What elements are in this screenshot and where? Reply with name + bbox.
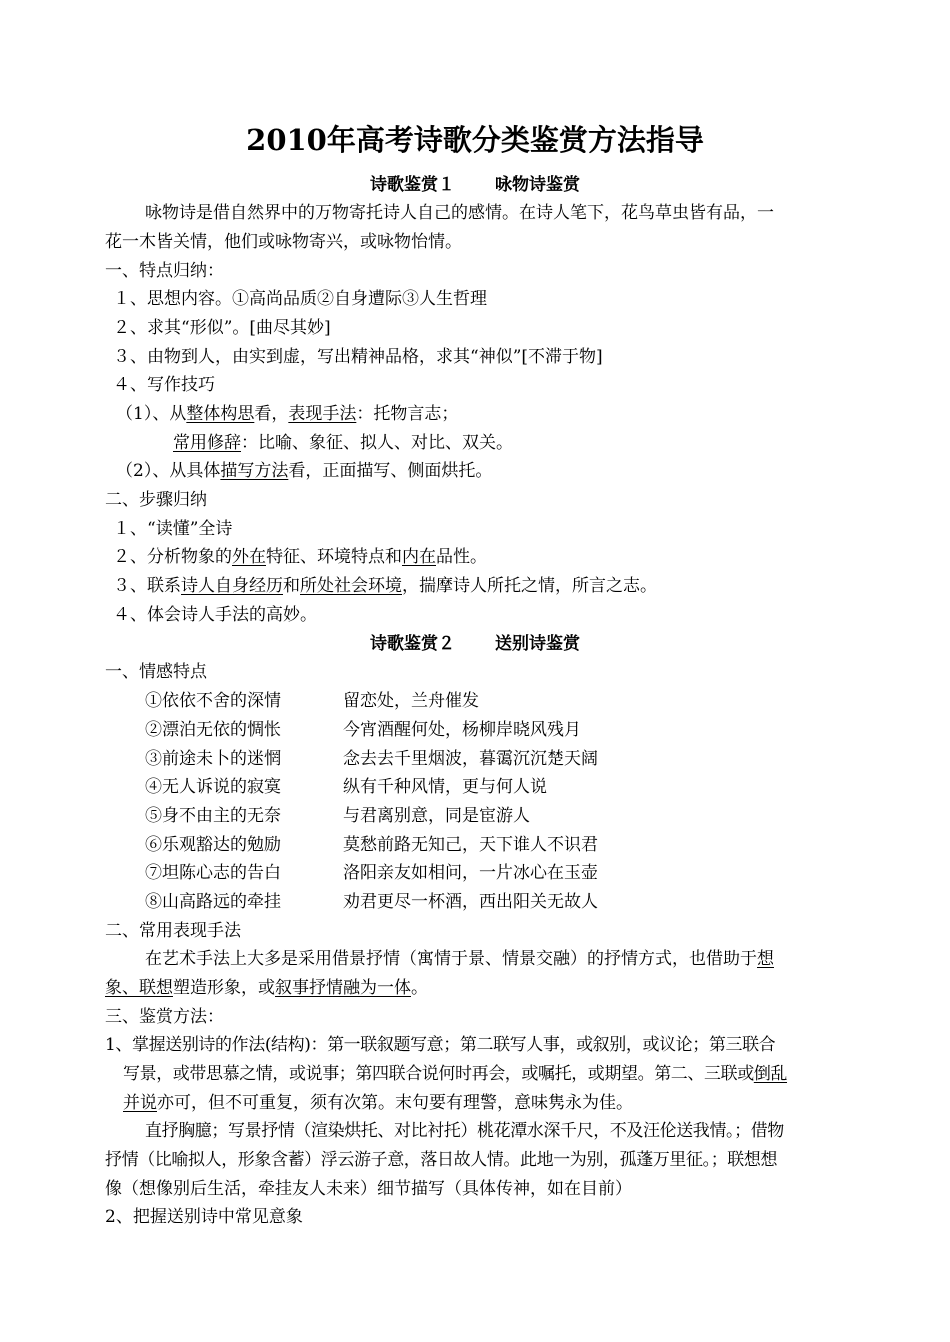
underlined-term: 常用修辞 [173, 433, 241, 453]
emotion-item: ③前途未卜的迷惘 念去去千里烟波，暮霭沉沉楚天阔 [145, 749, 598, 769]
paragraph-line: 直抒胸臆；写景抒情（渲染烘托、对比衬托）桃花潭水深千尺，不及汪伦送我情。；借物 [145, 1121, 784, 1141]
underlined-term: 倒乱 [753, 1064, 788, 1084]
paragraph-line: 象、联想塑造形象，或叙事抒情融为一体。 [105, 978, 428, 998]
section-number: 诗歌鉴赏２ [370, 634, 455, 654]
paragraph-line: 抒情（比喻拟人，形象含蓄）浮云游子意，落日故人情。此地一为别，孤蓬万里征。；联想想 [105, 1150, 778, 1170]
underlined-term: 诗人自身经历 [181, 576, 283, 596]
section-heading-2 [0, 631, 950, 657]
underlined-term: 内在 [402, 547, 436, 567]
paragraph-line: 在艺术手法上大多是采用借景抒情（寓情于景、情景交融）的抒情方式，也借助于想 [145, 949, 774, 969]
paragraph-line: 写景，或带思慕之情，或说事；第四联合说何时再会，或嘱托，或期望。第二、三联或倒乱 [123, 1064, 788, 1084]
list-item: １、思想内容。①高尚品质②自身遭际③人生哲理 [113, 289, 487, 309]
section-number: 诗歌鉴赏１ [370, 175, 455, 195]
subheading: 二、常用表现手法 [105, 921, 241, 941]
list-item: ２、求其“形似”。[曲尽其妙] [113, 318, 331, 338]
emotion-item: ①依依不舍的深情 留恋处，兰舟催发 [145, 691, 479, 711]
subheading: 二、步骤归纳 [105, 490, 207, 510]
emotion-item: ⑤身不由主的无奈 与君离别意，同是宦游人 [145, 806, 530, 826]
list-item: ３、联系诗人自身经历和所处社会环境，揣摩诗人所托之情，所言之志。 [113, 576, 657, 596]
paragraph-line: 花一木皆关情，他们或咏物寄兴，或咏物怡情。 [105, 232, 462, 252]
underlined-term: 并说 [123, 1093, 157, 1113]
subheading: 一、特点归纳： [105, 261, 224, 281]
underlined-term: 所处社会环境 [300, 576, 402, 596]
underlined-term: 象、联想 [105, 978, 173, 998]
emotion-item: ⑥乐观豁达的勉励 莫愁前路无知己，天下谁人不识君 [145, 835, 598, 855]
underlined-term: 外在 [232, 547, 266, 567]
list-item: （2）、从具体描写方法看，正面描写、侧面烘托。 [116, 461, 493, 481]
paragraph-line: 咏物诗是借自然界中的万物寄托诗人自己的感情。在诗人笔下，花鸟草虫皆有品，一 [145, 203, 774, 223]
section-name: 送别诗鉴赏 [495, 634, 580, 654]
underlined-term: 描写方法 [220, 461, 289, 481]
list-item: １、“读懂”全诗 [113, 519, 233, 539]
list-item: 2、把握送别诗中常见意象 [105, 1207, 303, 1227]
underlined-term: 叙事抒情融为一体 [275, 978, 411, 998]
paragraph-line: 1、掌握送别诗的作法(结构)：第一联叙题写意；第二联写人事，或叙别，或议论；第三联合 [105, 1035, 776, 1055]
section-heading-1 [0, 172, 950, 198]
list-item: ３、由物到人，由实到虚，写出精神品格，求其“神似”[不滞于物] [113, 347, 603, 367]
emotion-item: ④无人诉说的寂寞 纵有千种风情，更与何人说 [145, 777, 547, 797]
emotion-item: ⑧山高路远的牵挂 劝君更尽一杯酒，西出阳关无故人 [145, 892, 598, 912]
underlined-term: 想 [757, 949, 774, 969]
paragraph-line: 像（想像别后生活，牵挂友人未来）细节描写（具体传神，如在目前） [105, 1179, 632, 1199]
list-item: （1）、从整体构思看，表现手法：托物言志； [116, 404, 459, 424]
list-item: ２、分析物象的外在特征、环境特点和内在品性。 [113, 547, 487, 567]
list-item: ４、写作技巧 [113, 375, 215, 395]
subheading: 一、情感特点 [105, 662, 207, 682]
subheading: 三、鉴赏方法： [105, 1007, 224, 1027]
list-item: 常用修辞：比喻、象征、拟人、对比、双关。 [173, 433, 513, 453]
page-title: 2010年高考诗歌分类鉴赏方法指导 [246, 123, 704, 157]
list-item: ４、体会诗人手法的高妙。 [113, 605, 317, 625]
paragraph-line: 并说亦可，但不可重复，须有次第。末句要有理警，意味隽永为佳。 [123, 1093, 633, 1113]
emotion-item: ⑦坦陈心志的告白 洛阳亲友如相问，一片冰心在玉壶 [145, 863, 598, 883]
emotion-item: ②漂泊无依的惆怅 今宵酒醒何处，杨柳岸晓风残月 [145, 720, 581, 740]
section-name: 咏物诗鉴赏 [495, 175, 580, 195]
underlined-term: 表现手法 [288, 404, 357, 424]
underlined-term: 整体构思 [186, 404, 255, 424]
